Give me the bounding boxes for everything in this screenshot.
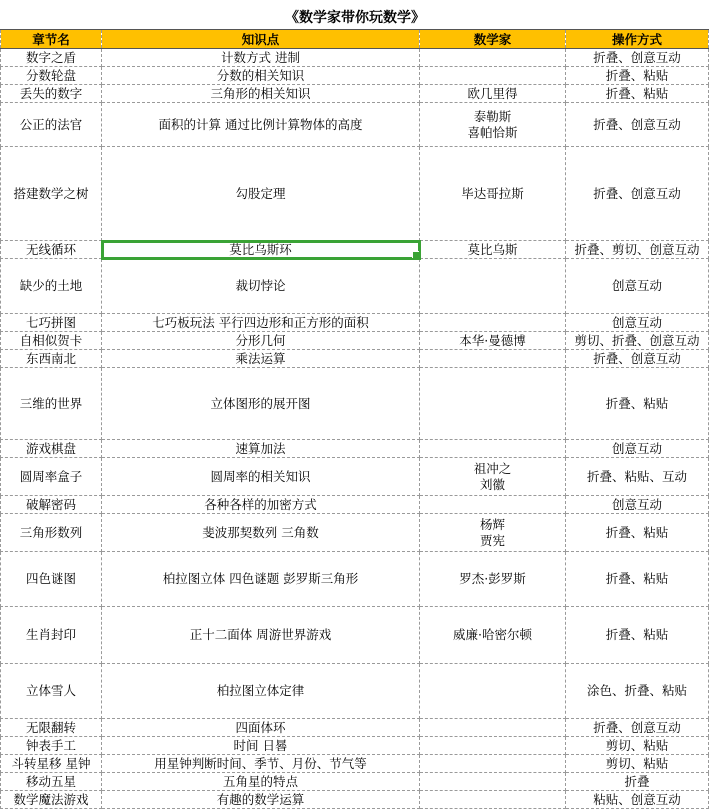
cell-mathematician[interactable] [420, 496, 566, 514]
cell-mathematician[interactable] [420, 350, 566, 368]
cell-method[interactable]: 折叠、创意互动 [566, 719, 709, 737]
cell-chapter[interactable]: 破解密码 [1, 496, 102, 514]
sheet-title: 《数学家带你玩数学》 [285, 10, 425, 26]
cell-method[interactable]: 折叠、粘贴 [566, 368, 709, 440]
table-row [1, 719, 709, 737]
cell-mathematician[interactable] [420, 67, 566, 85]
table-row [1, 350, 709, 368]
cell-method[interactable]: 剪切、折叠、创意互动 [566, 332, 709, 350]
cell-chapter[interactable]: 斗转星移 星钟 [1, 755, 102, 773]
cell-method[interactable]: 创意互动 [566, 314, 709, 332]
cell-method[interactable]: 涂色、折叠、粘贴 [566, 664, 709, 719]
cell-chapter[interactable]: 缺少的土地 [1, 259, 102, 314]
cell-knowledge[interactable]: 五角星的特点 [102, 773, 420, 791]
cell-method[interactable]: 创意互动 [566, 496, 709, 514]
cell-knowledge[interactable]: 用星钟判断时间、季节、月份、节气等 [102, 755, 420, 773]
cell-knowledge[interactable]: 有趣的数学运算 [102, 791, 420, 809]
cell-chapter[interactable]: 四色谜图 [1, 552, 102, 607]
cell-knowledge[interactable]: 斐波那契数列 三角数 [102, 514, 420, 552]
cell-chapter[interactable]: 生肖封印 [1, 607, 102, 664]
cell-method[interactable]: 剪切、粘贴 [566, 737, 709, 755]
table-row [1, 368, 709, 440]
cell-method[interactable]: 粘贴、创意互动 [566, 791, 709, 809]
cell-method[interactable]: 折叠、创意互动 [566, 350, 709, 368]
table-row [1, 791, 709, 809]
cell-method[interactable]: 折叠、粘贴、互动 [566, 458, 709, 496]
cell-knowledge[interactable]: 乘法运算 [102, 350, 420, 368]
table-row [1, 103, 709, 147]
cell-mathematician[interactable] [420, 368, 566, 440]
cell-method[interactable]: 折叠 [566, 773, 709, 791]
cell-chapter[interactable]: 三维的世界 [1, 368, 102, 440]
cell-knowledge[interactable]: 立体图形的展开图 [102, 368, 420, 440]
cell-mathematician[interactable]: 本华·曼德博 [420, 332, 566, 350]
table-row [1, 552, 709, 607]
cell-method[interactable]: 折叠、粘贴 [566, 514, 709, 552]
cell-method[interactable]: 折叠、剪切、创意互动 [566, 241, 709, 259]
cell-chapter[interactable]: 丢失的数字 [1, 85, 102, 103]
cell-mathematician[interactable]: 毕达哥拉斯 [420, 147, 566, 241]
cell-knowledge[interactable]: 分数的相关知识 [102, 67, 420, 85]
table-row [1, 67, 709, 85]
cell-knowledge[interactable]: 圆周率的相关知识 [102, 458, 420, 496]
cell-mathematician[interactable] [420, 664, 566, 719]
header-row [1, 30, 709, 49]
header-method[interactable]: 操作方式 [566, 30, 709, 49]
header-mathematician[interactable]: 数学家 [420, 30, 566, 49]
cell-mathematician[interactable] [420, 791, 566, 809]
fill-handle[interactable] [412, 251, 420, 259]
cell-mathematician[interactable] [420, 737, 566, 755]
selected-cell[interactable]: 莫比乌斯环 [102, 241, 420, 259]
table-row [1, 664, 709, 719]
cell-chapter[interactable]: 自相似贺卡 [1, 332, 102, 350]
cell-chapter[interactable]: 钟表手工 [1, 737, 102, 755]
table-row [1, 147, 709, 241]
header-chapter[interactable]: 章节名 [1, 30, 102, 49]
cell-method[interactable]: 折叠、粘贴 [566, 67, 709, 85]
table-row [1, 737, 709, 755]
cell-chapter[interactable]: 东西南北 [1, 350, 102, 368]
cell-mathematician[interactable]: 威廉·哈密尔顿 [420, 607, 566, 664]
cell-chapter[interactable]: 三角形数列 [1, 514, 102, 552]
cell-chapter[interactable]: 数字之盾 [1, 49, 102, 67]
cell-chapter[interactable]: 分数轮盘 [1, 67, 102, 85]
table-row [1, 332, 709, 350]
cell-mathematician[interactable]: 莫比乌斯 [420, 241, 566, 259]
cell-mathematician[interactable] [420, 259, 566, 314]
cell-chapter[interactable]: 搭建数学之树 [1, 147, 102, 241]
table-row [1, 85, 709, 103]
cell-chapter[interactable]: 无限翻转 [1, 719, 102, 737]
table-row [1, 607, 709, 664]
cell-method[interactable]: 折叠、创意互动 [566, 103, 709, 147]
cell-method[interactable]: 剪切、粘贴 [566, 755, 709, 773]
cell-knowledge[interactable]: 分形几何 [102, 332, 420, 350]
cell-method[interactable]: 创意互动 [566, 259, 709, 314]
cell-mathematician[interactable]: 泰勒斯 喜帕恰斯 [420, 103, 566, 147]
table-row [1, 458, 709, 496]
cell-method[interactable]: 折叠、创意互动 [566, 147, 709, 241]
cell-chapter[interactable]: 七巧拼图 [1, 314, 102, 332]
cell-chapter[interactable]: 无线循环 [1, 241, 102, 259]
table-row [1, 440, 709, 458]
cell-chapter[interactable]: 立体雪人 [1, 664, 102, 719]
cell-chapter[interactable]: 移动五星 [1, 773, 102, 791]
cell-knowledge[interactable]: 时间 日晷 [102, 737, 420, 755]
cell-mathematician[interactable] [420, 773, 566, 791]
cell-chapter[interactable]: 数学魔法游戏 [1, 791, 102, 809]
cell-mathematician[interactable] [420, 314, 566, 332]
cell-chapter[interactable]: 圆周率盒子 [1, 458, 102, 496]
table-row [1, 49, 709, 67]
table-row [1, 259, 709, 314]
cell-knowledge[interactable]: 正十二面体 周游世界游戏 [102, 607, 420, 664]
cell-mathematician[interactable] [420, 755, 566, 773]
cell-knowledge[interactable]: 裁切悖论 [102, 259, 420, 314]
cell-chapter[interactable]: 游戏棋盘 [1, 440, 102, 458]
cell-knowledge[interactable]: 各种各样的加密方式 [102, 496, 420, 514]
cell-method[interactable]: 创意互动 [566, 440, 709, 458]
table-row [1, 241, 709, 259]
cell-knowledge[interactable]: 速算加法 [102, 440, 420, 458]
cell-mathematician[interactable]: 罗杰·彭罗斯 [420, 552, 566, 607]
table-row [1, 514, 709, 552]
cell-mathematician[interactable]: 杨辉 贾宪 [420, 514, 566, 552]
cell-chapter[interactable]: 公正的法官 [1, 103, 102, 147]
table-row [1, 773, 709, 791]
cell-mathematician[interactable]: 祖冲之 刘徽 [420, 458, 566, 496]
cell-knowledge[interactable]: 计数方式 进制 [102, 49, 420, 67]
chapter-table [0, 29, 709, 809]
cell-knowledge[interactable]: 柏拉图立体 四色谜题 彭罗斯三角形 [102, 552, 420, 607]
cell-knowledge[interactable]: 勾股定理 [102, 147, 420, 241]
cell-method[interactable]: 折叠、粘贴 [566, 552, 709, 607]
cell-method[interactable]: 折叠、粘贴 [566, 607, 709, 664]
cell-knowledge[interactable]: 柏拉图立体定律 [102, 664, 420, 719]
cell-knowledge[interactable]: 四面体环 [102, 719, 420, 737]
table-row [1, 496, 709, 514]
header-knowledge[interactable]: 知识点 [102, 30, 420, 49]
cell-method[interactable]: 折叠、创意互动 [566, 49, 709, 67]
cell-mathematician[interactable] [420, 440, 566, 458]
cell-mathematician[interactable] [420, 719, 566, 737]
table-row [1, 314, 709, 332]
cell-mathematician[interactable] [420, 49, 566, 67]
cell-mathematician[interactable]: 欧几里得 [420, 85, 566, 103]
cell-knowledge[interactable]: 面积的计算 通过比例计算物体的高度 [102, 103, 420, 147]
cell-knowledge[interactable]: 七巧板玩法 平行四边形和正方形的面积 [102, 314, 420, 332]
cell-knowledge[interactable]: 三角形的相关知识 [102, 85, 420, 103]
cell-method[interactable]: 折叠、粘贴 [566, 85, 709, 103]
table-row [1, 755, 709, 773]
